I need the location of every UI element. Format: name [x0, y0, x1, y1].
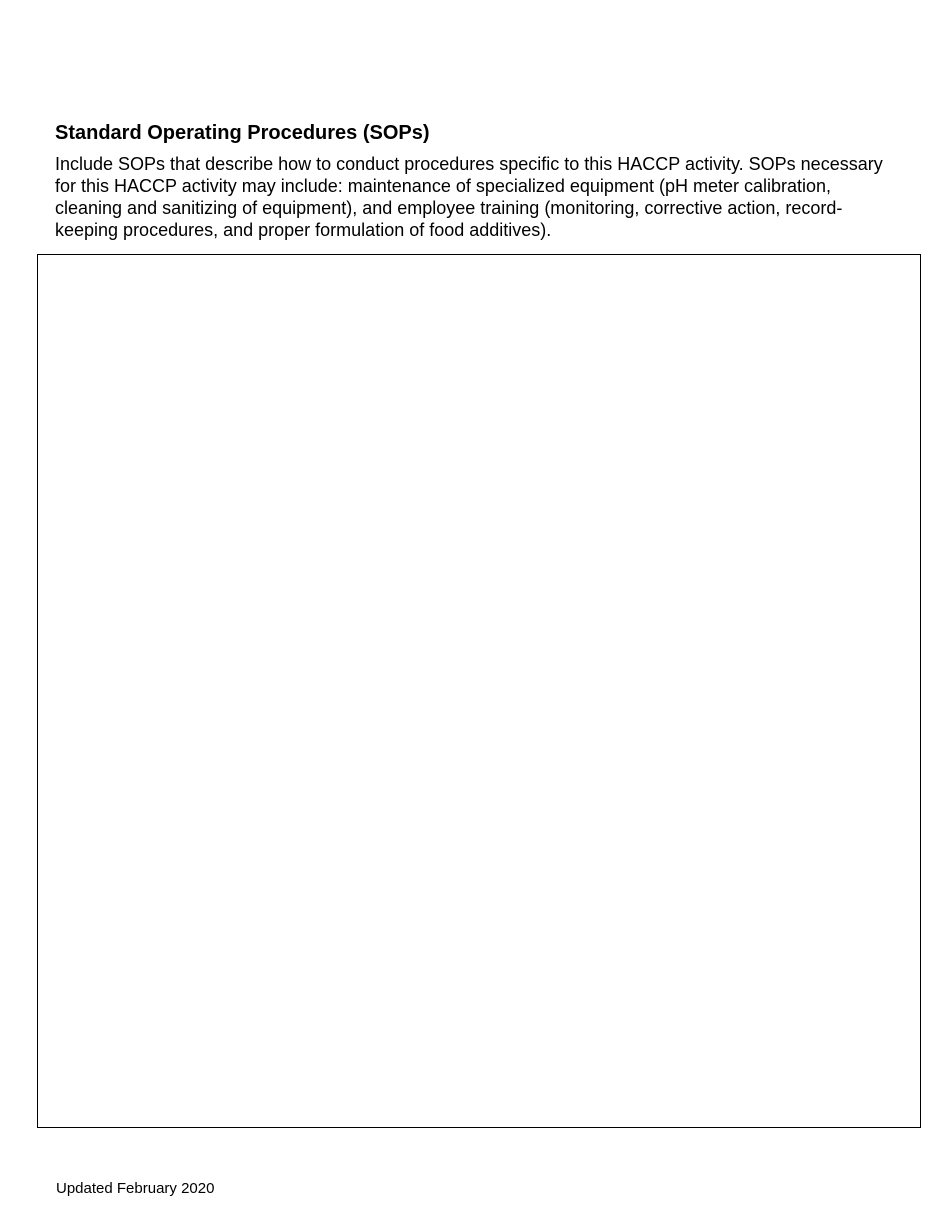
sop-entry-box[interactable] [37, 254, 921, 1128]
section-intro-text: Include SOPs that describe how to conduct procedures specific to this HACCP activity. SOPs necessary for this HACCP activity may include: maintenance of specialized equipment (pH meter calibration, cleaning and sanitizing of equipment), and employee training (monitoring, corrective action, record-keeping procedures, and proper formulation of food additives). [55, 154, 883, 240]
updated-date-footer: Updated February 2020 [56, 1180, 215, 1197]
section-title: Standard Operating Procedures (SOPs) [55, 122, 430, 144]
